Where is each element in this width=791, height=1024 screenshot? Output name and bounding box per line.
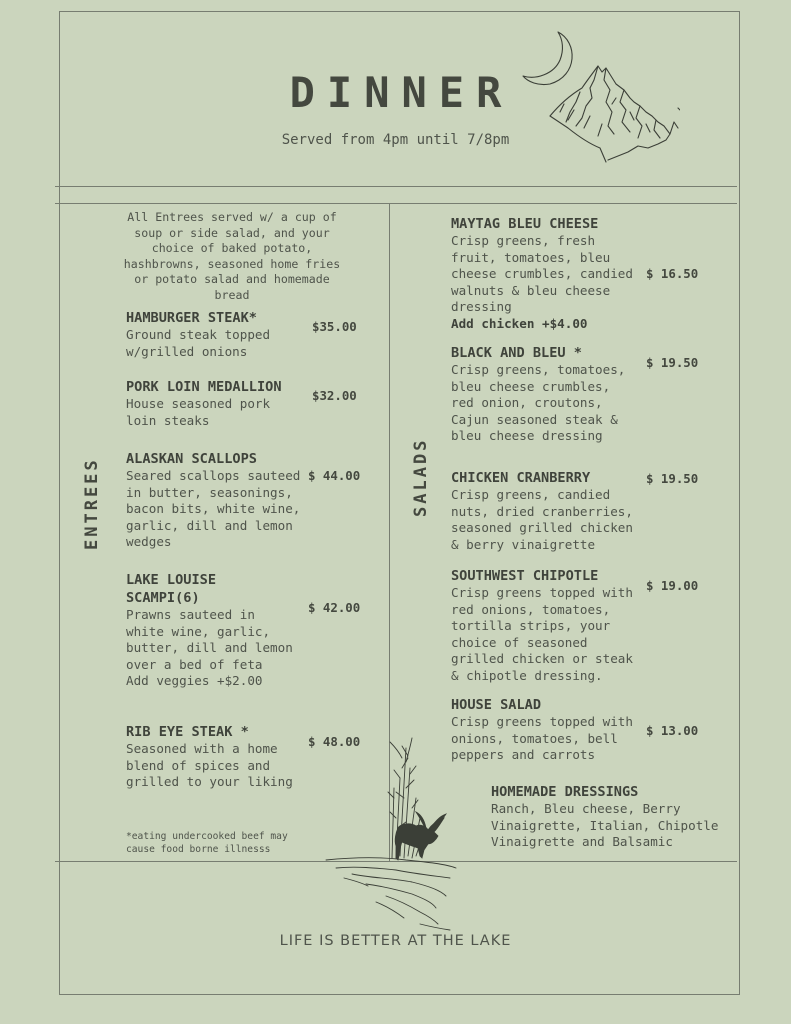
dressings-list: Ranch, Bleu cheese, Berry Vinaigrette, Italian, Chipotle Vinaigrette and Balsamic [491, 801, 719, 850]
item-price: $35.00 [312, 319, 357, 334]
item-name: BLACK AND BLEU * [451, 345, 582, 361]
item-description: Crisp greens, fresh fruit, tomatoes, bleu cheese crumbles, candied walnuts & bleu cheese dressing [451, 233, 633, 315]
item-description: Crisp greens topped with red onions, tomatoes, tortilla strips, your choice of seasoned grilled chicken or steak & chipotle dressing. [451, 585, 633, 683]
item-name: PORK LOIN MEDALLION [126, 379, 282, 395]
item-name: HAMBURGER STEAK* [126, 310, 257, 326]
footer-tagline: LIFE IS BETTER AT THE LAKE [279, 933, 512, 949]
item-description: Crisp greens topped with onions, tomatoes, bell peppers and carrots [451, 714, 633, 763]
item-price: $ 44.00 [308, 468, 361, 483]
item-price: $ 16.50 [646, 266, 699, 281]
entrees-section-label: ENTREES [82, 457, 102, 550]
dressings-block [491, 783, 723, 851]
item-name: SOUTHWEST CHIPOTLE [451, 568, 599, 584]
menu-item [126, 309, 306, 360]
menu-item [451, 215, 639, 333]
item-name: MAYTAG BLEU CHEESE [451, 216, 599, 232]
menu-item [451, 567, 635, 685]
item-price: $ 13.00 [646, 723, 699, 738]
item-description: Ground steak topped w/grilled onions [126, 327, 271, 359]
page-subtitle: Served from 4pm until 7/8pm [281, 132, 510, 148]
entrees-intro-note: All Entrees served w/ a cup of soup or side salad, and your choice of baked potato, hashbrowns, seasoned home fries or potato salad and homemade bread [123, 210, 341, 302]
item-description: Seasoned with a home blend of spices and grilled to your liking [126, 741, 293, 790]
beef-disclaimer: *eating undercooked beef may cause food borne illnesss [126, 831, 288, 855]
item-price: $ 19.50 [646, 355, 699, 370]
header-divider-bottom [55, 203, 737, 204]
menu-item [126, 450, 302, 551]
item-description: House seasoned pork loin steaks [126, 396, 271, 428]
menu-item [126, 571, 298, 690]
item-name: CHICKEN CRANBERRY [451, 470, 591, 486]
item-price: $ 48.00 [308, 734, 361, 749]
moon-mountain-icon [520, 28, 680, 168]
item-name: RIB EYE STEAK * [126, 724, 249, 740]
menu-item [126, 378, 306, 429]
item-name: LAKE LOUISE SCAMPI(6) [126, 572, 217, 606]
item-addon: Add chicken +$4.00 [451, 315, 588, 331]
dressings-title: HOMEMADE DRESSINGS [491, 784, 639, 800]
item-description: Prawns sauteed in white wine, garlic, butter, dill and lemon over a bed of feta [126, 607, 293, 672]
item-addon: Add veggies +$2.00 [126, 673, 263, 689]
item-name: ALASKAN SCALLOPS [126, 451, 257, 467]
salads-section-label: SALADS [411, 437, 431, 517]
menu-item [451, 344, 639, 445]
item-description: Crisp greens, tomatoes, bleu cheese crumbles, red onion, croutons, Cajun seasoned steak & bleu cheese dressing [451, 362, 626, 444]
item-price: $32.00 [312, 388, 357, 403]
item-price: $ 19.50 [646, 471, 699, 486]
item-name: HOUSE SALAD [451, 697, 542, 713]
item-price: $ 19.00 [646, 578, 699, 593]
item-price: $ 42.00 [308, 600, 361, 615]
moose-icon [316, 728, 462, 936]
header-divider-top [55, 186, 737, 187]
page-title: DINNER [289, 68, 514, 117]
menu-item [451, 696, 635, 764]
menu-item [126, 723, 296, 791]
item-description: Crisp greens, candied nuts, dried cranberries, seasoned grilled chicken & berry vinaigrette [451, 487, 633, 552]
menu-item [451, 469, 635, 553]
item-description: Seared scallops sauteed in butter, seasonings, bacon bits, white wine, garlic, dill and lemon wedges [126, 468, 301, 550]
